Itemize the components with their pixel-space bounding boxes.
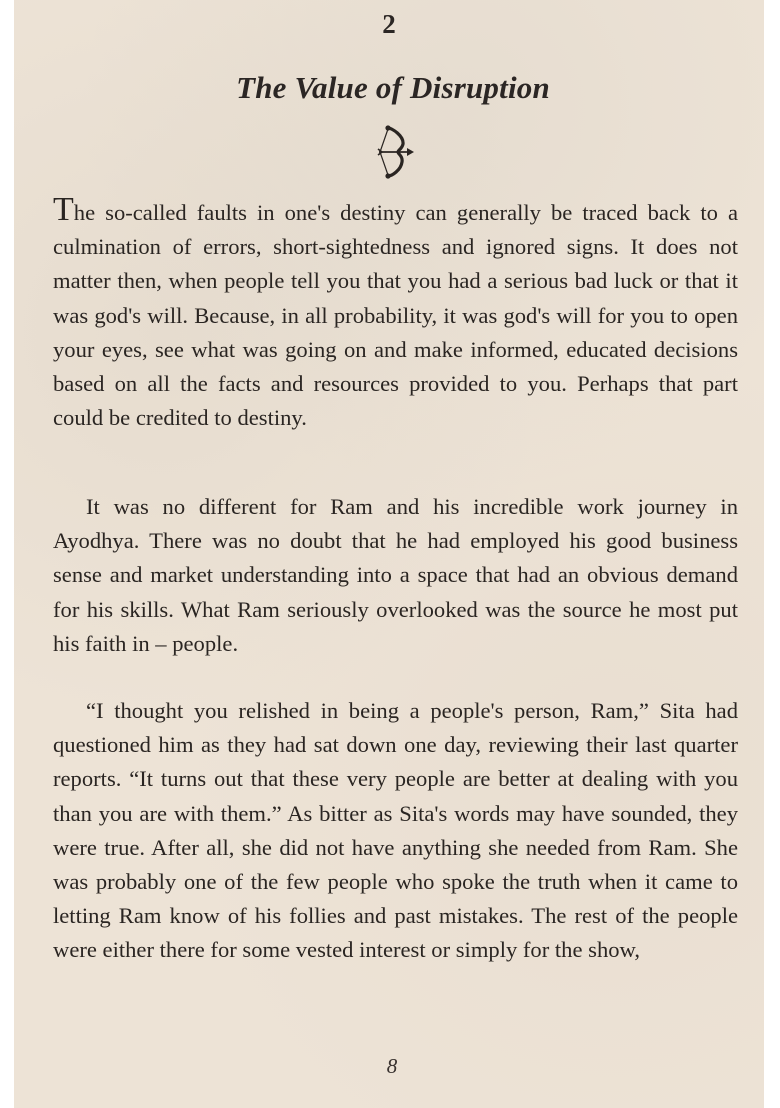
book-page xyxy=(14,0,764,1108)
chapter-title: The Value of Disruption xyxy=(236,70,550,105)
paragraph-text: It was no different for Ram and his incredible work journey in Ayodhya. There was no doubt that he had employed his good business sense and market understanding into a space that had an obvious demand for his skills. What Ram seriously overlooked was the source he most put his faith in – people. xyxy=(53,494,738,656)
bow-and-arrow-icon xyxy=(376,124,416,180)
drop-cap: T xyxy=(53,191,74,228)
paragraph-text: “I thought you relished in being a people's person, Ram,” Sita had questioned him as they had sat down one day, reviewing their last quarter reports. “It turns out that these very people are better at dealing with you than you are with them.” As bitter as Sita's words may have sounded, they were true. After all, she did not have anything she needed from Ram. She was probably one of the few people who spoke the truth when it came to letting Ram know of his follies and past mistakes. The rest of the people were either there for some vested interest or simply for the show, xyxy=(53,698,738,963)
paragraph-3 xyxy=(53,694,738,968)
page-number: 8 xyxy=(386,1054,398,1078)
paragraph-text: he so-called faults in one's destiny can generally be traced back to a culmination of errors, short-sightedness and ignored signs. It does not matter then, when people tell you that you had a serious bad luck or that it was god's will. Because, in all probability, it was god's will for you to open your eyes, see what was going on and make informed, educated decisions based on all the facts and resources provided to you. Perhaps that part could be credited to destiny. xyxy=(53,200,738,431)
paragraph-1 xyxy=(53,191,738,435)
chapter-number: 2 xyxy=(382,9,396,39)
paragraph-2 xyxy=(53,490,738,661)
